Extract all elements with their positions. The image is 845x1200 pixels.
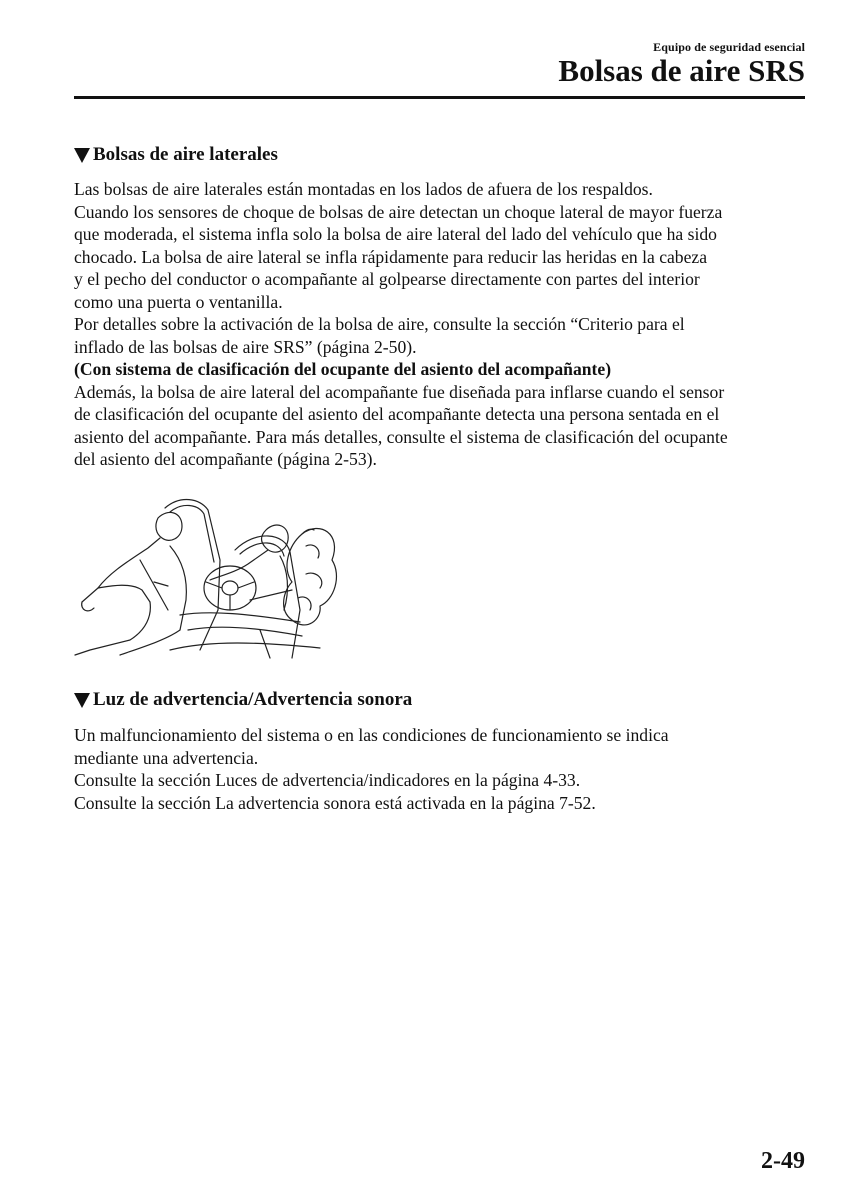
header-rule xyxy=(74,96,805,99)
page-title: Bolsas de aire SRS xyxy=(558,53,805,88)
section2-body xyxy=(74,724,814,814)
page-number: 2-49 xyxy=(761,1148,805,1174)
paragraph-line: Cuando los sensores de choque de bolsas de aire detectan un choque lateral de mayor fuerza xyxy=(74,201,723,222)
triangle-down-icon xyxy=(74,148,90,163)
bold-subheading: (Con sistema de clasificación del ocupante del asiento del acompañante) xyxy=(74,359,612,379)
section-heading-text: Luz de advertencia/Advertencia sonora xyxy=(93,689,413,710)
paragraph-line: Consulte la sección Luces de advertencia/indicadores en la página 4-33. xyxy=(74,770,581,790)
paragraph-line: chocado. La bolsa de aire lateral se infla rápidamente para reducir las heridas en la cabeza xyxy=(74,246,708,267)
paragraph-line: Consulte la sección La advertencia sonora está activada en la página 7-52. xyxy=(74,792,596,813)
side-airbag-illustration xyxy=(70,490,340,660)
paragraph-line: inflado de las bolsas de aire SRS” (página 2-50). xyxy=(74,336,417,357)
paragraph-line: que moderada, el sistema infla solo la bolsa de aire lateral del lado del vehículo que ha sido xyxy=(74,224,717,244)
paragraph-line: Las bolsas de aire laterales están montadas en los lados de afuera de los respaldos. xyxy=(74,179,653,199)
triangle-down-icon xyxy=(74,693,90,708)
header-kicker: Equipo de seguridad esencial xyxy=(653,40,805,54)
section-heading-side-airbags xyxy=(74,144,278,166)
paragraph-line: asiento del acompañante. Para más detalles, consulte el sistema de clasificación del ocupante xyxy=(74,426,728,447)
section-heading-text: Bolsas de aire laterales xyxy=(93,144,278,165)
paragraph-line: como una puerta o ventanilla. xyxy=(74,291,283,312)
section1-body xyxy=(74,178,814,471)
paragraph-line: y el pecho del conductor o acompañante al golpearse directamente con partes del interior xyxy=(74,269,700,289)
paragraph-line: Además, la bolsa de aire lateral del acompañante fue diseñada para inflarse cuando el sensor xyxy=(74,381,725,402)
section-heading-warning xyxy=(74,689,412,711)
paragraph-line: Por detalles sobre la activación de la bolsa de aire, consulte la sección “Criterio para el xyxy=(74,314,685,334)
paragraph-line: de clasificación del ocupante del asiento del acompañante detecta una persona sentada en el xyxy=(74,404,720,424)
paragraph-line: Un malfuncionamiento del sistema o en las condiciones de funcionamiento se indica xyxy=(74,725,669,745)
paragraph-line: mediante una advertencia. xyxy=(74,747,259,768)
paragraph-line: del asiento del acompañante (página 2-53). xyxy=(74,449,377,469)
